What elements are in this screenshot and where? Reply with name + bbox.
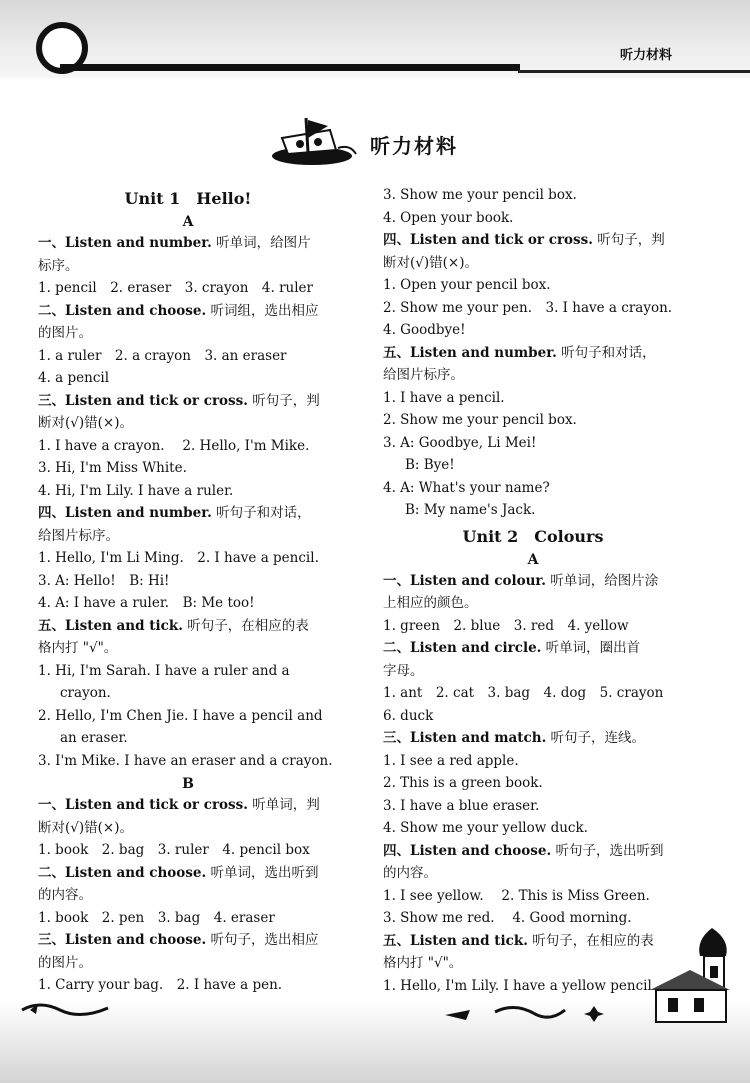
line-text: 3. Show me red. 4. Good morning. xyxy=(383,910,632,926)
line-text: 听单词，选出听到 xyxy=(206,864,319,881)
exercise-heading: 二、Listen and choose. xyxy=(38,302,207,319)
left-column xyxy=(38,186,338,997)
line-text: 上相应的颜色。 xyxy=(383,595,478,611)
exercise-heading: 一、Listen and tick or cross. xyxy=(38,797,248,813)
text-line xyxy=(383,615,683,638)
footer-ornament-center xyxy=(440,1000,620,1030)
unit-title: Unit 2 Colours xyxy=(462,526,604,546)
exercise-heading: 一、Listen and colour. xyxy=(383,572,547,589)
line-text: 3. I have a blue eraser. xyxy=(383,797,540,814)
line-text: 格内打 "√"。 xyxy=(38,640,118,656)
text-line xyxy=(383,727,683,750)
exercise-heading: 一、Listen and number. xyxy=(38,235,212,251)
footer-ornament-left xyxy=(20,1000,110,1020)
line-text: 4. Hi, I'm Lily. I have a ruler. xyxy=(38,482,234,499)
exercise-heading: 四、Listen and choose. xyxy=(383,842,552,859)
text-line xyxy=(383,885,683,908)
section-lines xyxy=(38,794,338,997)
line-text: 听单词，给图片 xyxy=(211,235,311,251)
line-text: 4. A: I have a ruler. B: Me too! xyxy=(38,595,255,611)
section-title: 听力材料 xyxy=(370,134,458,158)
exercise-heading: 五、Listen and tick. xyxy=(38,617,183,634)
line-text: 听句子，判 xyxy=(592,232,665,248)
exercise-heading: 四、Listen and number. xyxy=(38,505,212,521)
line-text: 1. Carry your bag. 2. I have a pen. xyxy=(38,977,283,993)
line-text: 1. I see yellow. 2. This is Miss Green. xyxy=(383,887,650,904)
text-line xyxy=(38,637,338,660)
line-text: 3. Show me your pencil box. xyxy=(383,187,577,203)
text-line xyxy=(383,229,683,252)
line-text: 听句子，连线。 xyxy=(546,730,646,746)
line-text: 听句子，选出相应 xyxy=(206,932,319,948)
line-text: 听词组，选出相应 xyxy=(206,302,319,319)
header-rule xyxy=(518,70,750,73)
line-text: 4. Goodbye! xyxy=(383,322,466,338)
line-text: 4. A: What's your name? xyxy=(383,479,550,496)
text-line xyxy=(383,319,683,342)
line-text: 6. duck xyxy=(383,707,434,724)
text-line xyxy=(383,207,683,230)
line-text: 给图片标序。 xyxy=(383,367,464,383)
line-text: 给图片标序。 xyxy=(38,527,119,544)
text-line xyxy=(38,750,338,773)
line-text: 听句子，选出听到 xyxy=(551,842,664,859)
text-line xyxy=(383,840,683,863)
line-text: 1. Hello, I'm Lily. I have a yellow pencil. xyxy=(383,977,657,994)
text-line xyxy=(38,817,338,840)
text-line xyxy=(383,387,683,410)
text-line xyxy=(38,345,338,368)
header-bar xyxy=(60,64,520,71)
text-line xyxy=(383,682,683,705)
line-text: 格内打 "√"。 xyxy=(383,955,463,971)
text-line xyxy=(38,435,338,458)
text-line xyxy=(38,794,338,817)
text-line xyxy=(383,364,683,387)
exercise-heading: 三、Listen and match. xyxy=(383,730,547,746)
text-line xyxy=(383,772,683,795)
line-text: 1. book 2. pen 3. bag 4. eraser xyxy=(38,909,275,926)
text-line xyxy=(383,274,683,297)
text-line xyxy=(38,974,338,997)
line-text: 听单词，给图片涂 xyxy=(546,572,659,589)
text-line xyxy=(38,480,338,503)
line-text: 听句子和对话， xyxy=(556,344,656,361)
text-line xyxy=(383,952,683,975)
text-line xyxy=(38,727,338,750)
text-line xyxy=(383,184,683,207)
text-line xyxy=(383,499,683,522)
line-text: 听句子和对话， xyxy=(211,505,311,521)
line-text: 听句子，在相应的表 xyxy=(527,932,654,949)
line-text: 标序。 xyxy=(38,257,79,274)
text-line xyxy=(38,232,338,255)
line-text: 断对(√)错(×)。 xyxy=(38,415,133,431)
line-text: 2. Show me your pencil box. xyxy=(383,412,577,428)
line-text: 断对(√)错(×)。 xyxy=(38,819,133,836)
section-lines xyxy=(38,232,338,772)
text-line xyxy=(38,390,338,413)
bottom-band xyxy=(0,1000,750,1083)
text-line xyxy=(38,255,338,278)
line-text: 听单词，判 xyxy=(247,797,320,813)
text-line xyxy=(383,252,683,275)
text-line xyxy=(38,300,338,323)
part-label: B xyxy=(182,776,194,792)
text-line xyxy=(38,862,338,885)
line-text: 4. Show me your yellow duck. xyxy=(383,820,588,836)
line-text: 2. Show me your pen. 3. I have a crayon. xyxy=(383,299,673,316)
line-text: an eraser. xyxy=(60,730,128,746)
line-text: 听句子，判 xyxy=(247,392,320,409)
text-line xyxy=(38,322,338,345)
text-line xyxy=(383,297,683,320)
line-text: 1. pencil 2. eraser 3. crayon 4. ruler xyxy=(38,280,313,296)
text-line xyxy=(383,660,683,683)
line-text: 1. I have a crayon. 2. Hello, I'm Mike. xyxy=(38,437,310,454)
text-line xyxy=(383,750,683,773)
line-text: 1. I have a pencil. xyxy=(383,389,505,406)
line-text: 1. a ruler 2. a crayon 3. an eraser xyxy=(38,347,287,364)
exercise-heading: 五、Listen and number. xyxy=(383,344,557,361)
line-text: crayon. xyxy=(60,685,111,701)
text-line xyxy=(38,929,338,952)
line-text: 3. A: Hello! B: Hi! xyxy=(38,572,170,589)
text-line xyxy=(383,975,683,998)
text-line xyxy=(383,930,683,953)
text-line xyxy=(383,454,683,477)
section-header xyxy=(270,116,500,168)
text-line xyxy=(38,682,338,705)
text-line xyxy=(38,839,338,862)
text-line xyxy=(38,615,338,638)
section-lines xyxy=(383,184,683,522)
text-line xyxy=(383,342,683,365)
line-text: 4. a pencil xyxy=(38,370,110,386)
line-text: 1. Open your pencil box. xyxy=(383,277,551,293)
text-line xyxy=(38,525,338,548)
text-line xyxy=(38,705,338,728)
part-label: A xyxy=(182,214,194,230)
line-text: 1. Hi, I'm Sarah. I have a ruler and a xyxy=(38,662,290,679)
text-line xyxy=(38,277,338,300)
section-lines xyxy=(383,570,683,998)
line-text: 1. ant 2. cat 3. bag 4. dog 5. crayon xyxy=(383,685,664,701)
line-text: 的图片。 xyxy=(38,325,92,341)
text-line xyxy=(38,547,338,570)
line-text: B: Bye! xyxy=(405,457,455,473)
text-line xyxy=(383,795,683,818)
line-text: 1. green 2. blue 3. red 4. yellow xyxy=(383,617,629,634)
text-line xyxy=(383,637,683,660)
line-text: 的内容。 xyxy=(383,865,437,881)
line-text: 3. A: Goodbye, Li Mei! xyxy=(383,434,537,451)
line-text: 的内容。 xyxy=(38,887,92,903)
text-line xyxy=(38,570,338,593)
text-line xyxy=(383,705,683,728)
line-text: 听单词，圈出首 xyxy=(541,640,641,656)
line-text: 字母。 xyxy=(383,662,424,679)
line-text: B: My name's Jack. xyxy=(405,502,536,518)
text-line xyxy=(38,457,338,480)
text-line xyxy=(383,907,683,930)
line-text: 断对(√)错(×)。 xyxy=(383,254,478,271)
text-line xyxy=(38,952,338,975)
line-text: 听句子，在相应的表 xyxy=(182,617,309,634)
unit-title: Unit 1 Hello! xyxy=(124,189,252,208)
line-text: 2. Hello, I'm Chen Jie. I have a pencil and xyxy=(38,707,323,724)
text-line xyxy=(38,907,338,930)
line-text: 1. book 2. bag 3. ruler 4. pencil box xyxy=(38,842,310,858)
exercise-heading: 五、Listen and tick. xyxy=(383,932,528,949)
text-line xyxy=(383,570,683,593)
text-line xyxy=(383,817,683,840)
exercise-heading: 二、Listen and choose. xyxy=(38,864,207,881)
line-text: 的图片。 xyxy=(38,954,92,971)
line-text: 2. This is a green book. xyxy=(383,775,543,791)
boat-icon xyxy=(270,116,365,168)
line-text: 4. Open your book. xyxy=(383,209,514,226)
line-text: 3. I'm Mike. I have an eraser and a crayon. xyxy=(38,752,333,769)
text-line xyxy=(383,432,683,455)
text-line xyxy=(38,412,338,435)
line-text: 3. Hi, I'm Miss White. xyxy=(38,460,187,476)
right-column xyxy=(383,184,683,997)
line-text: 1. Hello, I'm Li Ming. 2. I have a pencil. xyxy=(38,550,319,566)
text-line xyxy=(383,409,683,432)
exercise-heading: 三、Listen and tick or cross. xyxy=(38,392,248,409)
castle-illustration xyxy=(640,920,745,1030)
text-line xyxy=(38,592,338,615)
text-line xyxy=(38,367,338,390)
text-line xyxy=(383,592,683,615)
line-text: 1. I see a red apple. xyxy=(383,752,519,769)
exercise-heading: 二、Listen and circle. xyxy=(383,640,542,656)
text-line xyxy=(383,477,683,500)
text-line xyxy=(38,660,338,683)
text-line xyxy=(383,862,683,885)
text-line xyxy=(38,884,338,907)
corner-label: 听力材料 xyxy=(619,48,672,63)
exercise-heading: 三、Listen and choose. xyxy=(38,932,207,948)
exercise-heading: 四、Listen and tick or cross. xyxy=(383,232,593,248)
text-line xyxy=(38,502,338,525)
part-label: A xyxy=(527,551,539,568)
